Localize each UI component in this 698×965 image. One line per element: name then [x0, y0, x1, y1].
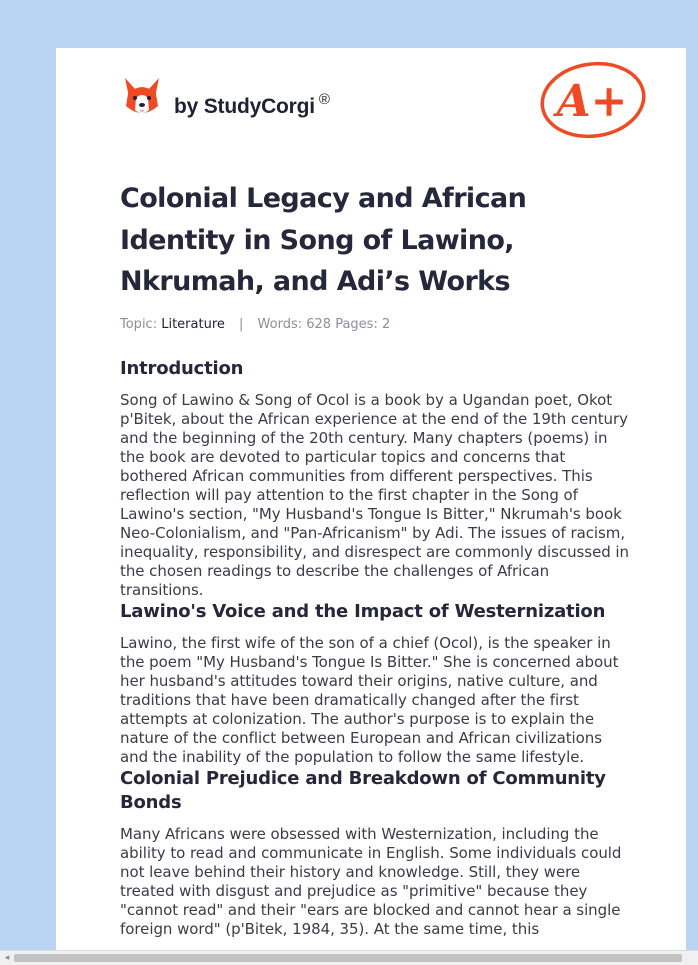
scroll-left-arrow-icon[interactable]: ◂ [4, 953, 10, 963]
page-title: Colonial Legacy and African Identity in Song of Lawino, Nkrumah, and Adi’s Works [120, 183, 527, 297]
topic-label: Topic: [120, 316, 158, 332]
section-heading-prejudice: Colonial Prejudice and Breakdown of Community Bonds [120, 767, 606, 813]
topic-link[interactable]: Literature [161, 316, 225, 332]
paragraph-introduction: Song of Lawino & Song of Ocol is a book by a Ugandan poet, Okot p'Bitek, about the African experience at the end of the 19th century and the beginning of the 20th century. Many chapters (poems) in the book are devoted to particular topics and concerns that bothered African communities from different perspectives. This reflection will pay attention to the first chapter in the Song of Lawino's section, "My Husband's Tongue Is Bitter," Nkrumah's book Neo-Colonialism, and "Pan-Africanism" by Adi. The issues of racism, inequality, responsibility, and disrespect are commonly discussed in the chosen readings to describe the challenges of African transitions. [120, 390, 630, 599]
page-count: Pages: 2 [335, 316, 391, 332]
grade-mark-text: A+ [556, 76, 628, 127]
meta-separator: | [239, 316, 244, 332]
scrollbar-thumb[interactable] [14, 954, 682, 962]
brand-name[interactable] [174, 91, 330, 119]
a-plus-icon [538, 60, 648, 140]
paragraph-prejudice: Many Africans were obsessed with Westernization, including the ability to read and communicate in English. Some individuals could not leave behind their history and knowledge. Still, they were treated with disgust and prejudice as "primitive" because they "cannot read" and their "ears are blocked and cannot hear a single foreign word" (p'Bitek, 1984, 35). At the same time, this [120, 824, 622, 938]
brand-text: by StudyCorgi [174, 95, 315, 118]
article-meta [120, 317, 632, 332]
document-page [56, 48, 686, 950]
word-count: Words: 628 [257, 316, 332, 332]
section-heading-lawino: Lawino's Voice and the Impact of Westernization [120, 600, 606, 622]
horizontal-scrollbar[interactable] [0, 950, 698, 965]
article [120, 178, 632, 939]
registered-mark: ® [318, 91, 330, 108]
corgi-logo-icon [122, 76, 162, 120]
paragraph-lawino: Lawino, the first wife of the son of a chief (Ocol), is the speaker in the poem "My Husband's Tongue Is Bitter." She is concerned about her husband's attitudes toward their origins, native culture, and traditions that have been dramatically changed after the first attempts at colonization. The author's purpose is to explain the nature of the conflict between European and African civilizations and the inability of the population to follow the same lifestyle. [120, 633, 619, 766]
section-heading-introduction: Introduction [120, 357, 244, 379]
